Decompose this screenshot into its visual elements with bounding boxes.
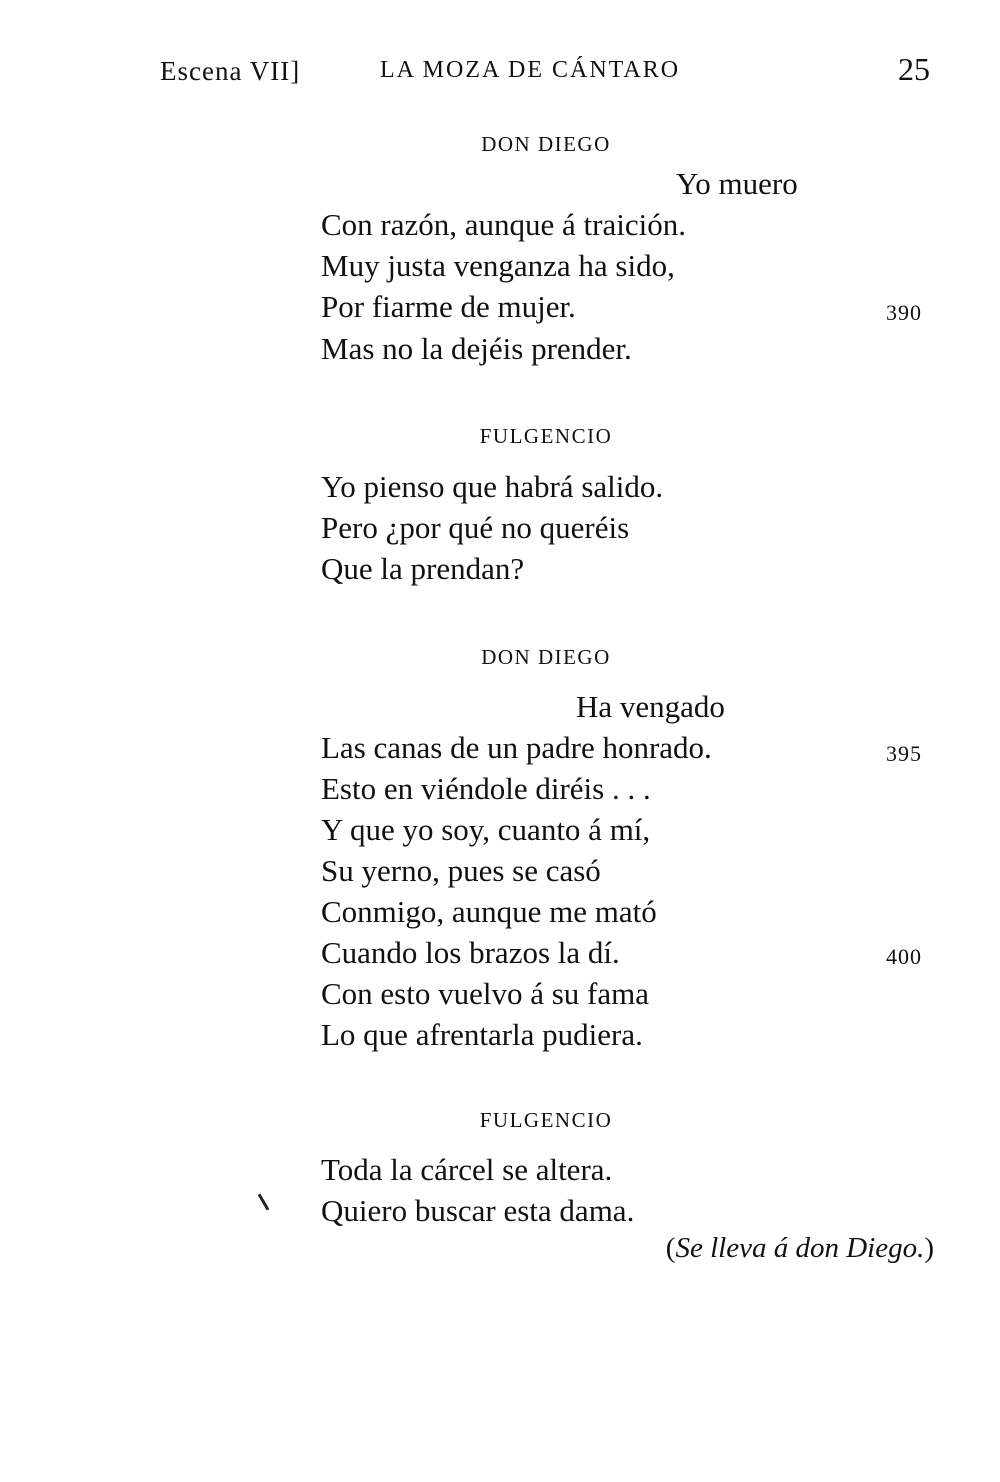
scene-label: Escena VII] — [160, 56, 301, 86]
verse-line: Esto en viéndole diréis . . . — [321, 771, 651, 806]
running-title: LA MOZA DE CÁNTARO — [380, 57, 681, 83]
line-number: 390 — [886, 300, 922, 325]
stage-direction-close: ) — [924, 1232, 934, 1264]
speaker-name: FULGENCIO — [479, 424, 613, 448]
speaker-name: DON DIEGO — [481, 645, 611, 669]
speaker-name: FULGENCIO — [479, 1108, 613, 1132]
verse-line: Su yerno, pues se casó — [321, 853, 601, 888]
verse-line: Yo muero — [676, 166, 798, 201]
verse-line: Ha vengado — [576, 689, 725, 724]
verse-line: Toda la cárcel se altera. — [321, 1152, 613, 1187]
verse-line: Mas no la dejéis prender. — [321, 331, 632, 366]
stage-direction — [666, 1232, 934, 1265]
verse-line: Con razón, aunque á traición. — [321, 207, 686, 242]
verse-line: Con esto vuelvo á su fama — [321, 976, 650, 1011]
line-number: 400 — [886, 944, 922, 969]
page-number: 25 — [898, 51, 930, 87]
stage-direction-open: ( — [665, 1232, 676, 1264]
verse-line: Conmigo, aunque me mató — [321, 894, 657, 929]
verse-line: Quiero buscar esta dama. — [321, 1193, 635, 1228]
line-number: 395 — [886, 741, 922, 766]
verse-line: Cuando los brazos la dí. — [321, 935, 620, 970]
verse-line: Y que yo soy, cuanto á mí, — [321, 812, 651, 847]
running-header — [0, 48, 1000, 92]
verse-line: Muy justa venganza ha sido, — [321, 248, 675, 283]
speaker-name: DON DIEGO — [481, 132, 611, 156]
verse-line: Yo pienso que habrá salido. — [321, 469, 664, 504]
verse-line: Las canas de un padre honrado. — [321, 730, 712, 765]
stage-direction-text: Se lleva á don Diego. — [675, 1232, 925, 1264]
verse-line: Por fiarme de mujer. — [321, 289, 576, 324]
verse-line: Lo que afrentarla pudiera. — [321, 1017, 643, 1052]
verse-line: Pero ¿por qué no queréis — [321, 510, 630, 545]
margin-mark — [258, 1193, 270, 1210]
verse-line: Que la prendan? — [321, 551, 525, 586]
